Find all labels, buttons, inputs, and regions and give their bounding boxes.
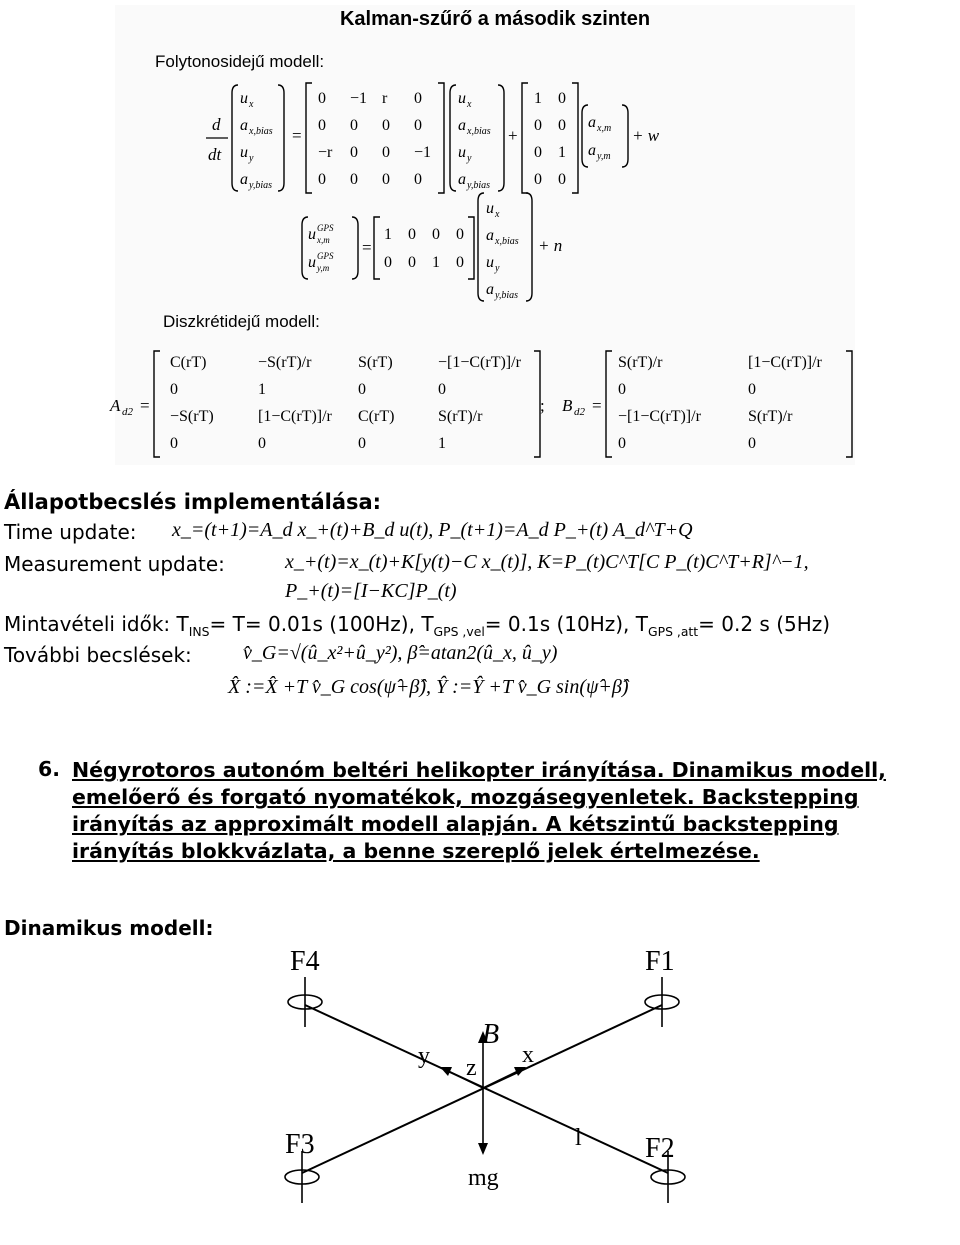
label-z: z [466, 1055, 477, 1081]
label-f1: F1 [645, 946, 675, 977]
matrix-entry: 0 [382, 171, 390, 188]
meas-update-equation-2: P_+(t)=[I−KC]P_(t) [285, 580, 457, 602]
matrix-entry: 0 [748, 435, 756, 452]
matrix-entry: S(rT)/r [618, 354, 663, 371]
sampling-times: Mintavételi idők: $T_{INS}= T= 0.01s$ (100Hz), $T_{GPS ,vel}= 0.1s$ (10Hz), $T_{GPS ,att}= 0.2$ s (5Hz) [4, 612, 831, 639]
state-subscript: y,bias [467, 180, 491, 191]
state-subscript: y [495, 263, 500, 274]
matrix-entry: 0 [318, 90, 326, 107]
svg-text:x,m: x,m [597, 123, 612, 134]
state-entry: a [458, 171, 466, 188]
matrix-entry: −1 [414, 144, 432, 161]
matrix-entry: [1−C(rT)]/r [748, 354, 822, 371]
label-b: B [482, 1019, 500, 1050]
matrix-entry: 0 [318, 171, 326, 188]
continuous-model-heading: Folytonosidejű modell: [155, 52, 325, 71]
state-entry: a [240, 117, 248, 134]
time-update-equation: x_=(t+1)=A_d x_+(t)+B_d u(t), P_(t+1)=A_d P_+(t) A_d^T+Q [172, 519, 693, 541]
matrix-entry: 0 [382, 117, 390, 134]
matrix-entry: 0 [558, 117, 566, 134]
matrix-entry: 0 [558, 171, 566, 188]
svg-text:y,m: y,m [597, 151, 611, 162]
matrix-entry: −1 [350, 90, 368, 107]
matrix-entry: 0 [350, 117, 358, 134]
matrix-entry: 0 [408, 226, 416, 243]
matrix-entry: 0 [318, 117, 326, 134]
state-entry: u [240, 90, 248, 107]
matrix-entry: 0 [456, 254, 464, 271]
state-entry: a [486, 281, 494, 298]
matrix-entry: −S(rT) [170, 408, 214, 425]
matrix-entry: 1 [438, 435, 446, 452]
state-subscript: x,bias [495, 236, 519, 247]
matrix-entry: S(rT) [358, 354, 393, 371]
matrix-entry: 0 [414, 90, 422, 107]
plus-w: + w [632, 126, 660, 145]
discrete-model-equations [108, 345, 858, 463]
state-entry: u [486, 200, 494, 217]
matrix-entry: 0 [534, 144, 542, 161]
svg-text:GPS: GPS [317, 223, 334, 233]
ddt-numerator: d [212, 115, 221, 134]
label-x: x [522, 1042, 534, 1068]
matrix-entry: 0 [350, 144, 358, 161]
matrix-entry: −r [318, 144, 333, 161]
matrix-entry: 0 [358, 435, 366, 452]
matrix-entry: 1 [558, 144, 566, 161]
matrix-entry: [1−C(rT)]/r [258, 408, 332, 425]
state-entry: u [486, 254, 494, 271]
state-subscript: x [467, 99, 472, 110]
matrix-entry: r [382, 90, 388, 107]
continuous-model-equations [200, 75, 680, 305]
matrix-entry: 0 [414, 171, 422, 188]
svg-text:GPS: GPS [317, 251, 334, 261]
matrix-entry: −S(rT)/r [258, 354, 312, 371]
matrix-entry: 0 [438, 381, 446, 398]
state-entry: a [486, 227, 494, 244]
matrix-entry: 0 [558, 90, 566, 107]
further-equation-2: X̂ :=X̂ +T v̂_G cos(ψ̂+β̂), Ŷ :=Ŷ +T v̂_G sin(ψ̂+β̂) [228, 676, 629, 698]
meas-update-equation: x_+(t)=x_(t)+K[y(t)−C x_(t)], K=P_(t)C^T[C P_(t)C^T+R]^−1, [285, 551, 809, 573]
svg-text:d2: d2 [122, 406, 133, 418]
svg-text:B: B [562, 396, 573, 415]
matrix-entry: 0 [382, 144, 390, 161]
matrix-entry: 0 [618, 435, 626, 452]
matrix-entry: −[1−C(rT)]/r [618, 408, 701, 425]
ddt-denominator: dt [208, 145, 222, 164]
state-subscript: x [495, 209, 500, 220]
label-f4: F4 [290, 946, 320, 977]
label-y: y [418, 1043, 430, 1069]
svg-text:A: A [110, 396, 121, 415]
matrix-entry: 1 [534, 90, 542, 107]
matrix-entry: 0 [358, 381, 366, 398]
state-subscript: y,bias [249, 180, 273, 191]
matrix-entry: −[1−C(rT)]/r [438, 354, 521, 371]
svg-text:x,m: x,m [317, 235, 330, 245]
label-f3: F3 [285, 1129, 315, 1160]
section-title: Négyrotoros autonóm beltéri helikopter irányítása. Dinamikus modell, emelőerő és forgató nyomatékok, mozgásegyenletek. Backstepping irányítás az approximált modell alapján. A kétszintű backstepping irányítás blokkvázlata, a benne szereplő jelek értelmezése. [72, 758, 886, 863]
matrix-entry: 0 [170, 435, 178, 452]
matrix-entry: 0 [534, 171, 542, 188]
label-mg: mg [468, 1165, 499, 1191]
matrix-entry: 0 [456, 226, 464, 243]
matrix-entry: 0 [350, 171, 358, 188]
time-update-label: Time update: [4, 520, 137, 544]
matrix-entry: 0 [414, 117, 422, 134]
state-entry: u [240, 144, 248, 161]
dynamic-model-heading: Dinamikus modell: [4, 916, 214, 940]
further-estimates-label: További becslések: [4, 643, 192, 667]
state-subscript: y,bias [495, 290, 519, 301]
matrix-entry: S(rT)/r [748, 408, 793, 425]
matrix-entry: 0 [258, 435, 266, 452]
discrete-model-heading: Diszkrétidejű modell: [163, 312, 320, 331]
svg-text:=: = [292, 126, 302, 145]
label-l: l [575, 1125, 582, 1151]
matrix-entry: 0 [748, 381, 756, 398]
matrix-entry: 1 [258, 381, 266, 398]
svg-text:u: u [308, 226, 316, 243]
matrix-entry: 1 [432, 254, 440, 271]
label-f2: F2 [645, 1133, 675, 1164]
svg-text:=: = [592, 396, 602, 415]
svg-text:;: ; [540, 396, 545, 415]
matrix-entry: 0 [170, 381, 178, 398]
further-equation-1: v̂_G=√(û_x²+û_y²), β̂=atan2(û_x, û_y) [243, 642, 558, 664]
matrix-entry: C(rT) [358, 408, 395, 425]
state-subscript: x,bias [467, 126, 491, 137]
svg-text:=: = [140, 396, 150, 415]
svg-text:d2: d2 [574, 406, 585, 418]
mg-arrow-icon [478, 1143, 488, 1155]
state-subscript: y [249, 153, 254, 164]
state-subscript: y [467, 153, 472, 164]
svg-text:y,m: y,m [317, 263, 330, 273]
matrix-entry: 0 [384, 254, 392, 271]
svg-text:a: a [588, 114, 596, 131]
matrix-entry: 1 [384, 226, 392, 243]
plus-n: + n [538, 236, 563, 255]
section-number: 6. [38, 757, 61, 781]
matrix-entry: 0 [618, 381, 626, 398]
svg-text:a: a [588, 142, 596, 159]
slide-title: Kalman-szűrő a második szinten [339, 8, 651, 30]
state-subscript: x,bias [249, 126, 273, 137]
matrix-entry: 0 [432, 226, 440, 243]
matrix-entry: C(rT) [170, 354, 207, 371]
state-entry: u [458, 144, 466, 161]
matrix-entry: S(rT)/r [438, 408, 483, 425]
state-entry: a [458, 117, 466, 134]
matrix-entry: 0 [534, 117, 542, 134]
impl-heading: Állapotbecslés implementálása: [4, 490, 382, 514]
meas-update-label: Measurement update: [4, 552, 225, 576]
svg-text:=: = [362, 238, 372, 257]
quadrotor-diagram [250, 945, 720, 1245]
svg-text:+: + [508, 126, 518, 145]
svg-text:u: u [308, 254, 316, 271]
matrix-entry: 0 [408, 254, 416, 271]
state-entry: u [458, 90, 466, 107]
state-subscript: x [249, 99, 254, 110]
state-entry: a [240, 171, 248, 188]
